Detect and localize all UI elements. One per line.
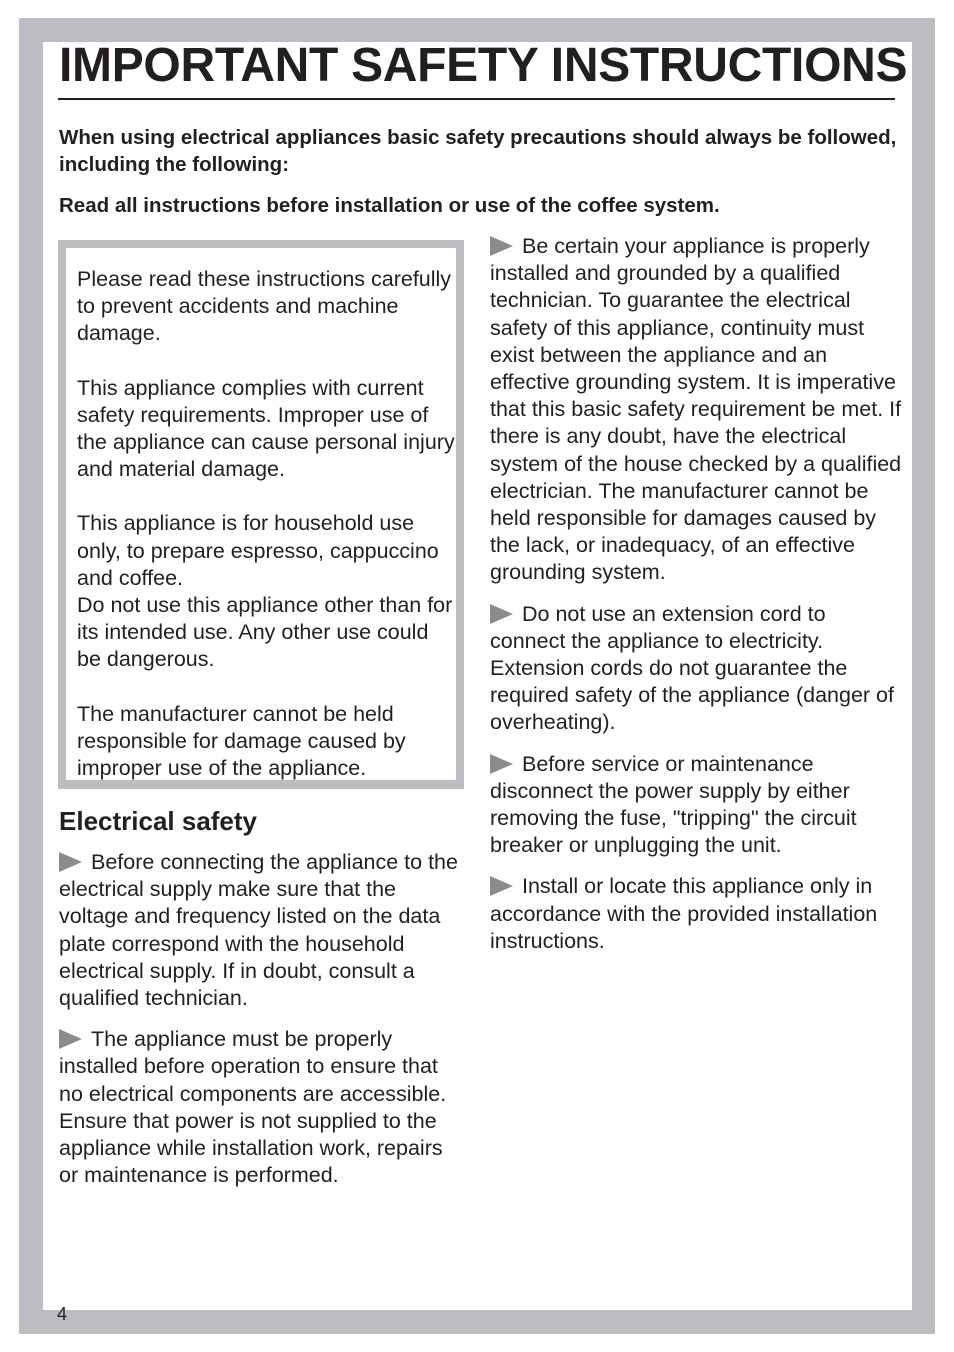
notice-paragraph: The manufacturer cannot be held responsible for damage caused by improper use of the appliance. bbox=[77, 701, 406, 781]
safety-item-text: Before connecting the appliance to the electrical supply make sure that the voltage and frequency listed on the data plate correspond with the household electrical supply. If in doubt, consult a qualified technician. bbox=[59, 850, 458, 1011]
notice-text bbox=[77, 266, 455, 782]
page-title: IMPORTANT SAFETY INSTRUCTIONS bbox=[59, 39, 908, 92]
triangle-bullet-icon bbox=[490, 754, 513, 774]
triangle-bullet-icon bbox=[59, 1029, 82, 1049]
safety-item bbox=[490, 873, 902, 955]
notice-paragraph: This appliance is for household use only, to prepare espresso, cappuccino and coffee. bbox=[77, 511, 439, 590]
notice-box bbox=[58, 240, 464, 789]
safety-item bbox=[490, 233, 902, 587]
page-number: 4 bbox=[57, 1304, 68, 1324]
safety-item-text: Be certain your appliance is properly installed and grounded by a qualified technician. To guarantee the electrical safety of this appliance, continuity must exist between the appliance and an effective grounding system. It is imperative that this basic safety requirement be met. If there is any doubt, have the electrical system of the house checked by a qualified electrician. The manufacturer cannot be held responsible for damages caused by the lack, or inadequacy, of an effective grounding system. bbox=[490, 234, 902, 585]
notice-paragraph: Do not use this appliance other than for its intended use. Any other use could be dangerous. bbox=[77, 593, 453, 672]
notice-box-inner bbox=[66, 248, 456, 780]
safety-item-text: Do not use an extension cord to connect the appliance to electricity. Extension cords do not guarantee the required safety of the appliance (danger of overheating). bbox=[490, 601, 894, 735]
triangle-bullet-icon bbox=[490, 236, 513, 256]
triangle-bullet-icon bbox=[490, 876, 513, 896]
safety-item bbox=[59, 849, 467, 1012]
notice-paragraph: Please read these instructions carefully to prevent accidents and machine damage. bbox=[77, 267, 452, 346]
safety-item bbox=[59, 1026, 467, 1189]
right-column-list bbox=[490, 233, 902, 969]
triangle-bullet-icon bbox=[59, 852, 82, 872]
safety-item bbox=[490, 751, 902, 860]
triangle-bullet-icon bbox=[490, 604, 513, 624]
safety-item bbox=[490, 601, 902, 737]
left-column-list bbox=[59, 849, 467, 1203]
safety-item-text: Before service or maintenance disconnect the power supply by either removing the fuse, "tripping" the circuit breaker or unplugging the unit. bbox=[490, 751, 857, 858]
title-underline bbox=[58, 98, 895, 100]
safety-item-text: The appliance must be properly installed before operation to ensure that no electrical components are accessible. Ensure that power is not supplied to the appliance while installation work, repairs or maintenance is performed. bbox=[59, 1027, 447, 1188]
section-heading-electrical-safety: Electrical safety bbox=[59, 806, 258, 836]
intro-read-all: Read all instructions before installation or use of the coffee system. bbox=[59, 194, 720, 217]
safety-item-text: Install or locate this appliance only in accordance with the provided installation instructions. bbox=[490, 874, 878, 953]
notice-paragraph: This appliance complies with current safety requirements. Improper use of the appliance can cause personal injury and material damage. bbox=[77, 375, 455, 482]
intro-precautions: When using electrical appliances basic safety precautions should always be followed, including the following: bbox=[59, 126, 897, 176]
